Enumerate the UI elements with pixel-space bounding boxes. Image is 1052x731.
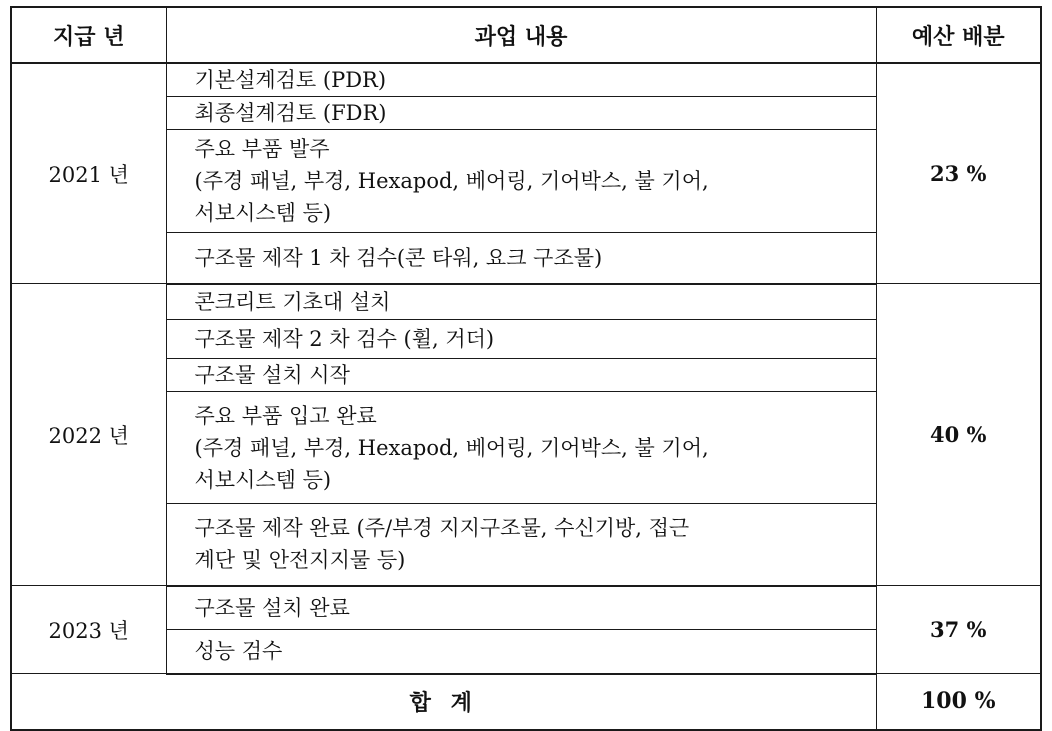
table-row [11,63,1041,97]
task-cell: 구조물 제작 1 차 검수(콘 타워, 요크 구조물) [166,233,876,284]
header-budget: 예산 배분 [876,7,1041,63]
task-cell: 구조물 설치 시작 [166,359,876,392]
header-row [11,7,1041,63]
year-cell: 2022 년 [11,284,166,586]
task-cell: 주요 부품 발주 (주경 패널, 부경, Hexapod, 베어링, 기어박스, 불 기어, 서보시스템 등) [166,130,876,233]
budget-cell: 23 % [876,63,1041,284]
task-cell: 구조물 설치 완료 [166,586,876,630]
budget-allocation-table [10,6,1042,731]
budget-cell: 37 % [876,586,1041,674]
task-cell: 주요 부품 입고 완료 (주경 패널, 부경, Hexapod, 베어링, 기어박스, 불 기어, 서보시스템 등) [166,392,876,504]
table-row [11,284,1041,320]
budget-cell: 40 % [876,284,1041,586]
header-task: 과업 내용 [166,7,876,63]
task-cell: 구조물 제작 완료 (주/부경 지지구조물, 수신기방, 접근 계단 및 안전지지물 등) [166,504,876,586]
task-cell: 콘크리트 기초대 설치 [166,284,876,320]
task-cell: 구조물 제작 2 차 검수 (휠, 거더) [166,320,876,359]
task-cell: 기본설계검토 (PDR) [166,63,876,97]
header-year: 지급 년 [11,7,166,63]
total-label: 합 계 [11,674,876,730]
year-cell: 2021 년 [11,63,166,284]
total-budget: 100 % [876,674,1041,730]
total-row [11,674,1041,730]
task-cell: 최종설계검토 (FDR) [166,97,876,130]
task-cell: 성능 검수 [166,630,876,674]
table-row [11,586,1041,630]
year-cell: 2023 년 [11,586,166,674]
